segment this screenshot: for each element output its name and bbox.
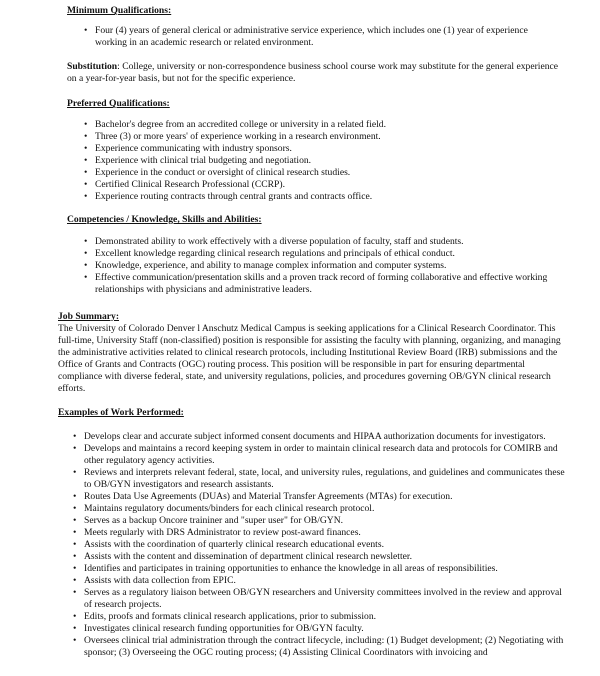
min-qual-heading: Minimum Qualifications: xyxy=(67,5,172,16)
list-item: • Experience with clinical trial budgeting and negotiation. xyxy=(0,155,600,167)
list-item: • Three (3) or more years' of experience working in a research environment. xyxy=(0,131,600,143)
job-summary-paragraph: The University of Colorado Denver l Anschutz Medical Campus is seeking applications for a Clinical Research Coordinator. This full-time, University Staff (non-classified) position is responsible for assisting the faculty with planning, organizing, and managing the administrative activities related to clinical research protocols, including Institutional Review Board (IRB) submissions and the Office of Grants and Contracts (OGC) routing process. This position will be responsible in part for ensuring departmental compliance with diverse federal, state, and university regulations, policies, and procedures governing OB/GYN clinical research efforts. xyxy=(58,323,561,394)
competencies-list xyxy=(0,236,600,296)
list-item: • Experience routing contracts through central grants and contracts office. xyxy=(0,191,600,203)
min-qual-list xyxy=(0,25,600,49)
list-item: • Four (4) years of general clerical or administrative service experience, which includes one (1) year of experience working in an academic research or related environment. xyxy=(0,25,600,49)
list-item: • Maintains regulatory documents/binders for each clinical research protocol. xyxy=(0,503,600,515)
list-item: • Reviews and interprets relevant federal, state, local, and university rules, regulations, and guidelines and communicates these to OB/GYN investigators and research assistants. xyxy=(0,467,600,491)
list-item: • Bachelor's degree from an accredited college or university in a related field. xyxy=(0,119,600,131)
list-item: • Experience communicating with industry sponsors. xyxy=(0,143,600,155)
list-item: • Demonstrated ability to work effectively with a diverse population of faculty, staff and students. xyxy=(0,236,600,248)
list-item: • Oversees clinical trial administration through the contract lifecycle, including: (1) Budget development; (2) Negotiating with sponsor; (3) Overseeing the OGC routing process; (4) Assisting Clinical Coordinators with invoicing and xyxy=(0,635,600,659)
list-item: • Investigates clinical research funding opportunities for OB/GYN faculty. xyxy=(0,623,600,635)
list-item: • Serves as a regulatory liaison between OB/GYN researchers and University committees involved in the review and approval of research projects. xyxy=(0,587,600,611)
list-item: • Assists with the content and dissemination of department clinical research newsletter. xyxy=(0,551,600,563)
list-item: • Routes Data Use Agreements (DUAs) and Material Transfer Agreements (MTAs) for execution. xyxy=(0,491,600,503)
substitution-paragraph xyxy=(0,61,600,85)
list-item: • Knowledge, experience, and ability to manage complex information and computer systems. xyxy=(0,260,600,272)
list-item: • Excellent knowledge regarding clinical research regulations and principals of ethical conduct. xyxy=(0,248,600,260)
pref-qual-list xyxy=(0,119,600,203)
list-item: • Certified Clinical Research Professional (CCRP). xyxy=(0,179,600,191)
list-item: • Experience in the conduct or oversight of clinical research studies. xyxy=(0,167,600,179)
competencies-heading: Competencies / Knowledge, Skills and Abilities: xyxy=(67,214,262,225)
substitution-text: : College, university or non-correspondence business school course work may substitute for the general experience on a year-for-year basis, but not for the specific experience. xyxy=(67,61,559,84)
list-item: • Serves as a backup Oncore traininer and "super user" for OB/GYN. xyxy=(0,515,600,527)
list-item: • Assists with the coordination of quarterly clinical research educational events. xyxy=(0,539,600,551)
list-item: • Develops clear and accurate subject informed consent documents and HIPAA authorization documents for investigators. xyxy=(0,431,600,443)
list-item: • Effective communication/presentation skills and a proven track record of forming collaborative and effective working relationships with physicians and administrative leaders. xyxy=(0,272,600,296)
examples-list xyxy=(0,431,600,659)
list-item: • Meets regularly with DRS Administrator to review post-award finances. xyxy=(0,527,600,539)
substitution-label: Substitution xyxy=(67,61,118,72)
list-item: • Develops and maintains a record keeping system in order to maintain clinical research data and protocols for COMIRB and other regulatory agency activities. xyxy=(0,443,600,467)
examples-heading: Examples of Work Performed: xyxy=(58,407,184,418)
list-item: • Identifies and participates in training opportunities to enhance the knowledge in all areas of responsibilities. xyxy=(0,563,600,575)
job-summary-heading: Job Summary: xyxy=(58,311,120,322)
list-item: • Edits, proofs and formats clinical research applications, prior to submission. xyxy=(0,611,600,623)
pref-qual-heading: Preferred Qualifications: xyxy=(67,98,170,109)
list-item: • Assists with data collection from EPIC. xyxy=(0,575,600,587)
